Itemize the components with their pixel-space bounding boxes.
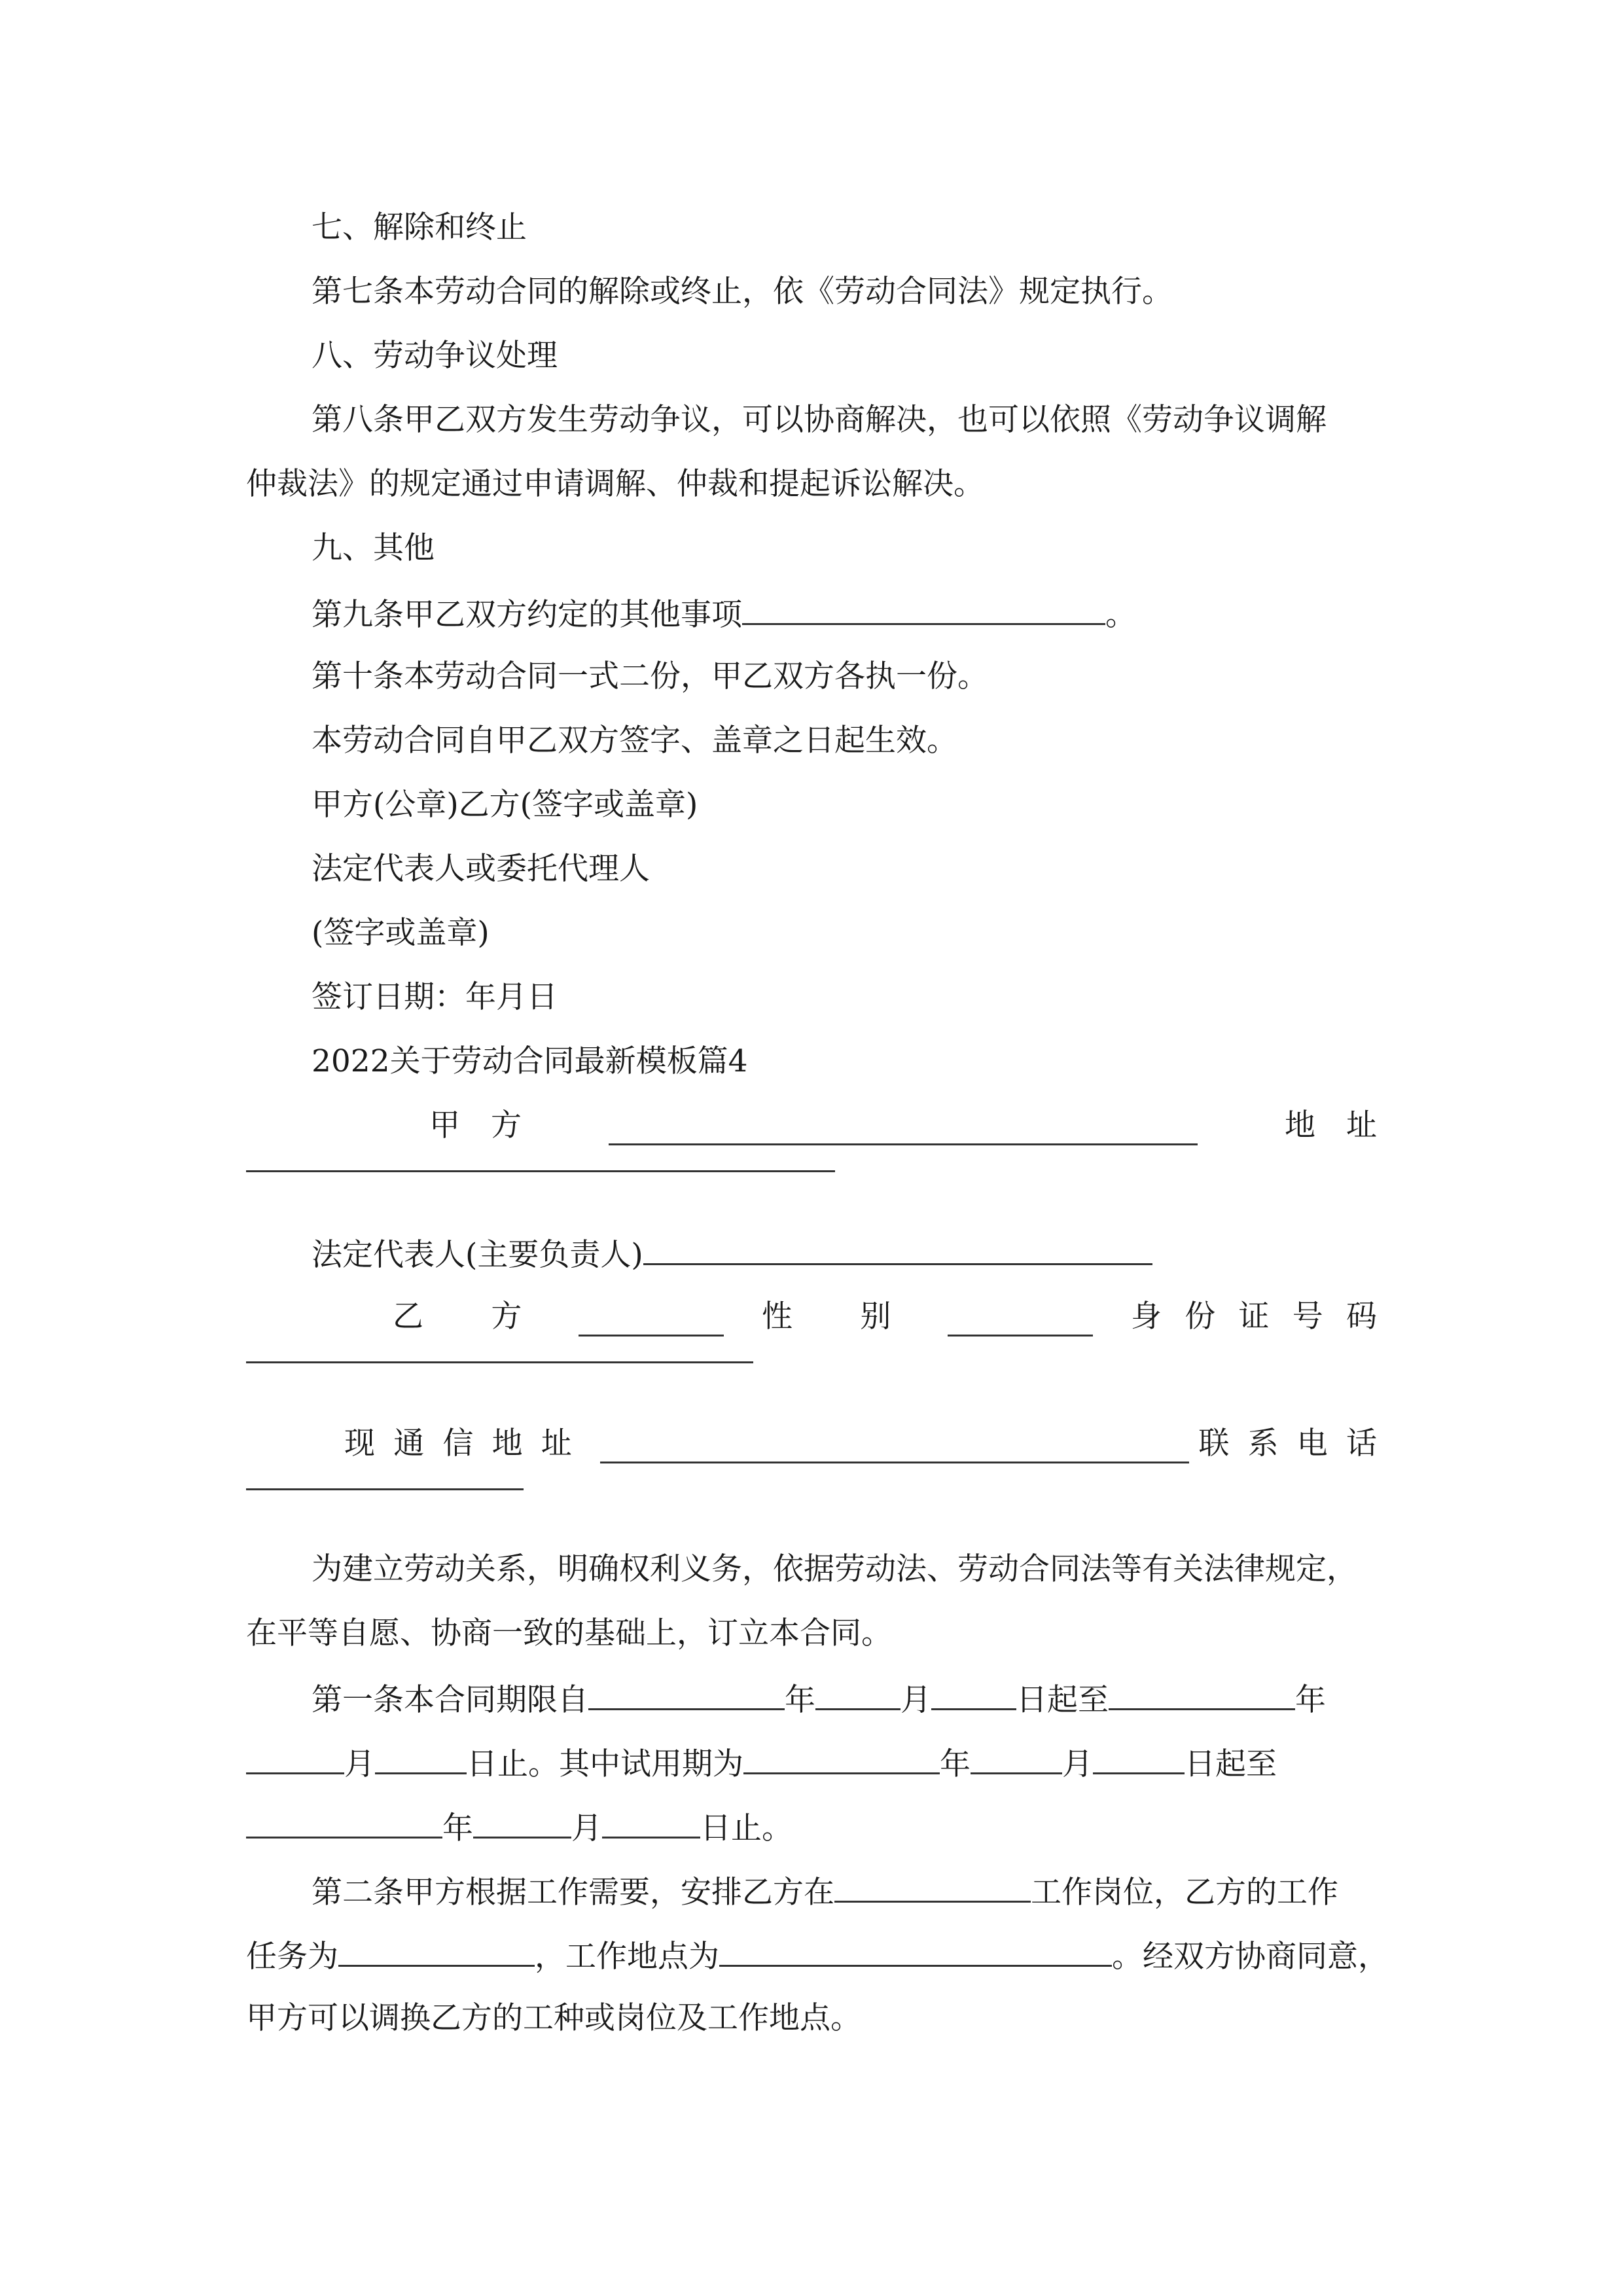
month-label: 月 — [571, 1810, 602, 1846]
end-month-blank[interactable] — [246, 1742, 344, 1774]
signature-parties: 甲方(公章)乙方(签字或盖章) — [312, 787, 698, 823]
article-2-text: 第二条甲方根据工作需要，安排乙方在 — [312, 1874, 834, 1910]
gender-blank[interactable] — [948, 1304, 1093, 1336]
phone-blank[interactable] — [246, 1488, 524, 1490]
article-9-end: 。 — [1105, 597, 1136, 633]
trial-start-year-blank[interactable] — [743, 1742, 940, 1774]
id-number-blank[interactable] — [246, 1361, 753, 1363]
from-to-label: 日起至 — [1185, 1746, 1277, 1782]
article-1-line-2 — [246, 1742, 1377, 1784]
article-1-line-1 — [312, 1678, 1377, 1720]
party-a-blank[interactable] — [609, 1113, 1198, 1145]
trial-end-month-blank[interactable] — [473, 1806, 571, 1839]
other-matters-blank[interactable] — [742, 593, 1105, 625]
article-2-text-end: 。经双方协商同意， — [1112, 1939, 1389, 1975]
signature-date: 签订日期：年月日 — [312, 979, 558, 1015]
month-label: 月 — [344, 1746, 375, 1782]
start-month-blank[interactable] — [815, 1678, 901, 1710]
end-day-blank[interactable] — [375, 1742, 467, 1774]
article-9-text: 第九条甲乙双方约定的其他事项 — [312, 597, 742, 633]
contact-row — [344, 1424, 1396, 1463]
position-blank[interactable] — [834, 1871, 1031, 1903]
signature-representative: 法定代表人或委托代理人 — [312, 851, 650, 887]
trial-period-text: 日止。其中试用期为 — [467, 1746, 743, 1782]
article-8-line-2: 仲裁法》的规定通过申请调解、仲裁和提起诉讼解决。 — [246, 466, 984, 502]
task-label: 任务为 — [246, 1939, 338, 1975]
section-8-heading: 八、劳动争议处理 — [312, 338, 558, 374]
article-10: 第十条本劳动合同一式二份，甲乙双方各执一份。 — [312, 658, 988, 694]
end-year-blank[interactable] — [1109, 1678, 1295, 1710]
year-label: 年 — [1295, 1682, 1326, 1718]
until-label: 日止。 — [700, 1810, 793, 1846]
intro-line-2: 在平等自愿、协商一致的基础上，订立本合同。 — [246, 1615, 892, 1651]
trial-start-day-blank[interactable] — [1093, 1742, 1185, 1774]
party-a-label: 甲 方 — [429, 1107, 522, 1143]
phone-label: 联系电话 — [1198, 1426, 1396, 1462]
start-year-blank[interactable] — [588, 1678, 785, 1710]
intro-line-1: 为建立劳动关系，明确权利义务，依据劳动法、劳动合同法等有关法律规定， — [312, 1551, 1357, 1587]
trial-end-day-blank[interactable] — [602, 1806, 700, 1839]
task-blank[interactable] — [338, 1935, 535, 1967]
address-label: 地 址 — [1285, 1107, 1377, 1143]
legal-rep-label: 法定代表人(主要负责人) — [312, 1237, 643, 1273]
year-label: 年 — [442, 1810, 473, 1846]
article-2-line-1 — [312, 1871, 1377, 1912]
article-1-line-3 — [246, 1806, 1377, 1848]
from-to-label: 日起至 — [1016, 1682, 1109, 1718]
year-label: 年 — [785, 1682, 815, 1718]
party-b-label: 乙 方 — [393, 1299, 541, 1335]
address-blank[interactable] — [246, 1170, 835, 1172]
article-2-line-3: 甲方可以调换乙方的工种或岗位及工作地点。 — [246, 2000, 861, 2036]
article-7: 第七条本劳动合同的解除或终止，依《劳动合同法》规定执行。 — [312, 274, 1173, 310]
article-9 — [312, 593, 1377, 635]
party-a-row — [429, 1106, 1377, 1145]
signature-note: (签字或盖章) — [312, 915, 490, 951]
article-8-line-1: 第八条甲乙双方发生劳动争议，可以协商解决，也可以依照《劳动争议调解 — [312, 402, 1327, 438]
trial-start-month-blank[interactable] — [971, 1742, 1062, 1774]
trial-end-year-blank[interactable] — [246, 1806, 442, 1839]
article-2-text-cont: 工作岗位，乙方的工作 — [1031, 1874, 1338, 1910]
mail-address-blank[interactable] — [600, 1431, 1189, 1463]
effective-clause: 本劳动合同自甲乙双方签字、盖章之日起生效。 — [312, 723, 957, 759]
section-9-heading: 九、其他 — [312, 530, 435, 566]
id-number-label: 身份证号码 — [1130, 1299, 1400, 1335]
work-location-label: ，工作地点为 — [535, 1939, 719, 1975]
section-7-heading: 七、解除和终止 — [312, 209, 527, 245]
work-location-blank[interactable] — [719, 1935, 1112, 1967]
gender-label: 性 别 — [761, 1299, 910, 1335]
month-label: 月 — [1062, 1746, 1093, 1782]
party-b-row — [393, 1297, 1400, 1336]
start-day-blank[interactable] — [931, 1678, 1016, 1710]
article-2-line-2 — [246, 1935, 1389, 1977]
legal-rep-blank[interactable] — [643, 1233, 1152, 1265]
mail-address-label: 现通信地址 — [344, 1426, 590, 1462]
legal-rep-row — [312, 1233, 1377, 1275]
year-label: 年 — [940, 1746, 971, 1782]
party-b-blank[interactable] — [579, 1304, 724, 1336]
article-1-text: 第一条本合同期限自 — [312, 1682, 588, 1718]
month-label: 月 — [901, 1682, 931, 1718]
template-title: 2022关于劳动合同最新模板篇4 — [312, 1043, 748, 1079]
